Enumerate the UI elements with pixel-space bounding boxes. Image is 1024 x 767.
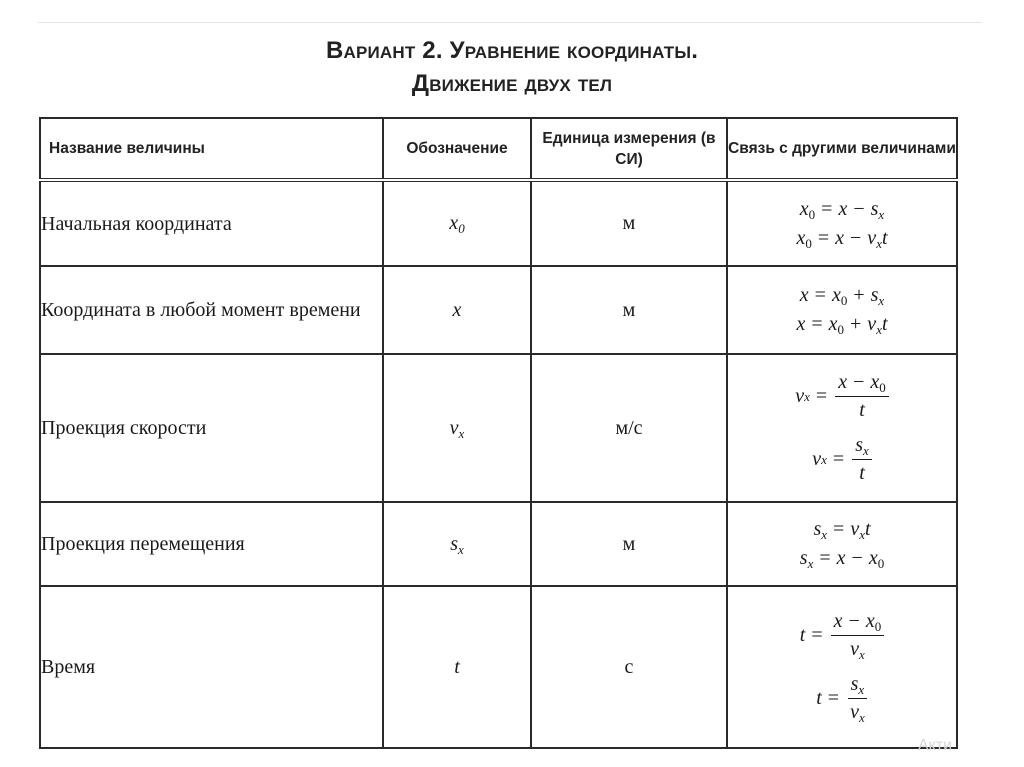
row-unit: м/с [531, 354, 727, 502]
formula: $x = x_0 + s_x$ [799, 284, 885, 308]
formula: v x = $\frac{s_x}{t}$ [812, 434, 872, 485]
formula: t = $\frac{x - x_0}{v_x}$ [800, 610, 884, 661]
formula: v x = $\frac{x - x_0}{t}$ [795, 371, 889, 422]
row-name: Проекция перемещения [40, 502, 383, 586]
table-header-row [40, 118, 957, 180]
table-row [40, 586, 957, 748]
header-relation: Связь с другими величинами [727, 118, 957, 180]
table-row [40, 266, 957, 354]
symbol-x0: $x_0$ [449, 212, 465, 236]
row-symbol [383, 266, 531, 354]
formula: $x_0 = x - s_x$ [799, 197, 885, 222]
formula: $s_x = v_xt$ [813, 518, 871, 542]
symbol-vx: $v_x$ [449, 416, 465, 441]
row-relation [727, 266, 957, 354]
symbol-sx: $s_x$ [450, 532, 464, 557]
slide-title [0, 34, 1024, 100]
table-row [40, 354, 957, 502]
symbol-t: t [454, 655, 460, 678]
formula: $s_x = x - x_0$ [799, 547, 885, 571]
table-row [40, 180, 957, 266]
row-unit: с [531, 586, 727, 748]
row-symbol [383, 180, 531, 266]
watermark: Акти [918, 737, 953, 754]
header-name: Название величины [40, 118, 383, 180]
row-name: Проекция скорости [40, 354, 383, 502]
title-line-1: Вариант 2. Уравнение координаты. [325, 37, 699, 64]
header-unit: Единица измерения (в СИ) [531, 118, 727, 180]
row-relation [727, 180, 957, 266]
row-unit: м [531, 266, 727, 354]
row-unit: м [531, 180, 727, 266]
formula: $x_0 = x - v_xt$ [796, 226, 888, 251]
formula: $x = x_0 + v_xt$ [796, 313, 888, 337]
row-name: Координата в любой момент времени [40, 266, 383, 354]
title-line-2: Движение двух тел [411, 70, 613, 97]
row-relation [727, 502, 957, 586]
row-symbol [383, 502, 531, 586]
formula: t = $\frac{s_x}{v_x}$ [816, 673, 868, 724]
row-relation [727, 354, 957, 502]
table-row [40, 502, 957, 586]
row-relation [727, 586, 957, 748]
top-divider [38, 22, 982, 23]
row-symbol [383, 354, 531, 502]
header-symbol: Обозначение [383, 118, 531, 180]
row-name: Время [40, 586, 383, 748]
row-name: Начальная координата [40, 180, 383, 266]
row-symbol [383, 586, 531, 748]
quantities-table [39, 117, 958, 749]
row-unit: м [531, 502, 727, 586]
symbol-x: x [452, 298, 462, 321]
